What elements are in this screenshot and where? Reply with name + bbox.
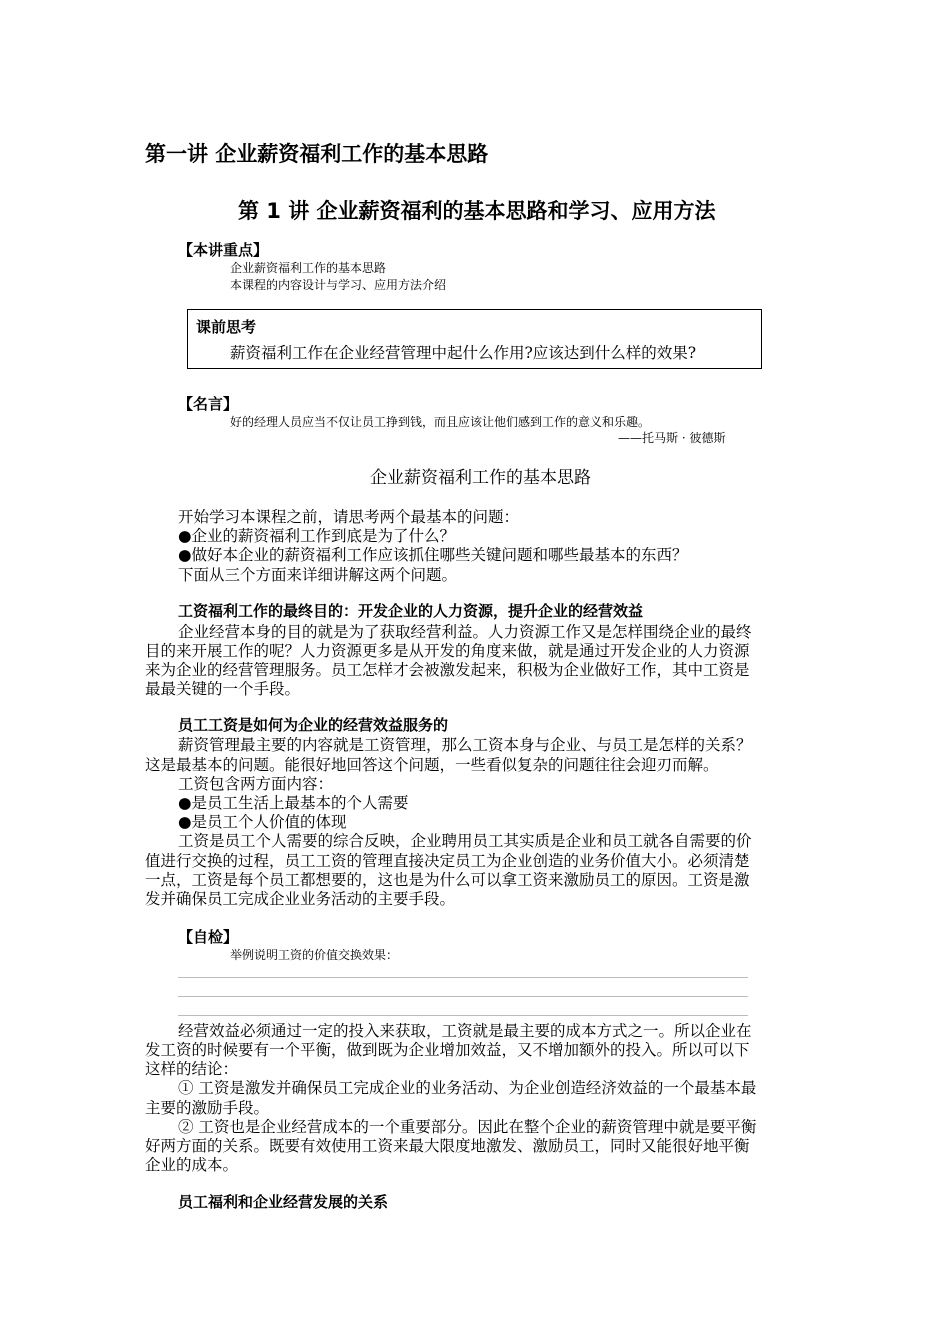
- self-check-label: 【自检】: [178, 928, 239, 946]
- part3-line: 经营效益必须通过一定的投入来获取，工资就是最主要的成本方式之一。所以企业在: [178, 1022, 752, 1040]
- part2-line: 这是最基本的问题。能很好地回答这个问题，一些看似复杂的问题往往会迎刃而解。: [145, 756, 719, 774]
- part2-line: 一点，工资是每个员工都想要的，这也是为什么可以拿工资来激励员工的原因。工资是激: [145, 871, 750, 889]
- part1-line: 目的来开展工作的呢？人力资源更多是从开发的角度来做，就是通过开发企业的人力资源: [145, 642, 750, 660]
- part2-line: 薪资管理最主要的内容就是工资管理，那么工资本身与企业、与员工是怎样的关系？: [178, 736, 752, 754]
- self-check-prompt: 举例说明工资的价值交换效果：: [230, 948, 399, 962]
- quote-text: 好的经理人员应当不仅让员工挣到钱，而且应该让他们感到工作的意义和乐趣。: [230, 415, 651, 429]
- part3-line: 这样的结论：: [145, 1060, 239, 1078]
- intro-line: ●企业的薪资福利工作到底是为了什么？: [178, 527, 456, 545]
- part3-line: 主要的激励手段。: [145, 1099, 270, 1117]
- part2-line: 发并确保员工完成企业业务活动的主要手段。: [145, 890, 456, 908]
- quote-label: 【名言】: [178, 395, 239, 413]
- lecture-title: 第 1 讲 企业薪资福利的基本思路和学习、应用方法: [238, 199, 716, 223]
- part2-line: 工资包含两方面内容：: [178, 775, 334, 793]
- part2-heading: 员工工资是如何为企业的经营效益服务的: [178, 716, 449, 734]
- intro-line: 下面从三个方面来详细讲解这两个问题。: [178, 566, 458, 584]
- pre-think-question: 薪资福利工作在企业经营管理中起什么作用?应该达到什么样的效果?: [230, 344, 697, 362]
- part3-line: 企业的成本。: [145, 1156, 239, 1174]
- key-point-item: 企业薪资福利工作的基本思路: [230, 261, 387, 275]
- part2-line: 值进行交换的过程，员工工资的管理直接决定员工为企业创造的业务价值大小。必须清楚: [145, 852, 750, 870]
- part1-line: 企业经营本身的目的就是为了获取经营利益。人力资源工作又是怎样围绕企业的最终: [178, 623, 752, 641]
- key-point-item: 本课程的内容设计与学习、应用方法介绍: [230, 278, 447, 292]
- part2-line: 工资是员工个人需要的综合反映，企业聘用员工其实质是企业和员工就各自需要的价: [178, 832, 752, 850]
- answer-line[interactable]: [178, 996, 748, 997]
- part2-line: ●是员工个人价值的体现: [178, 813, 347, 831]
- section-title: 企业薪资福利工作的基本思路: [370, 468, 591, 488]
- answer-line[interactable]: [178, 977, 748, 978]
- part1-line: 来为企业的经营管理服务。员工怎样才会被激发起来，积极为企业做好工作，其中工资是: [145, 661, 750, 679]
- intro-line: ●做好本企业的薪资福利工作应该抓住哪些关键问题和哪些最基本的东西？: [178, 546, 688, 564]
- part3-line: 发工资的时候要有一个平衡，做到既为企业增加效益，又不增加额外的投入。所以可以下: [145, 1041, 750, 1059]
- part1-line: 最最关键的一个手段。: [145, 680, 301, 698]
- pre-think-label: 课前思考: [196, 318, 257, 336]
- part1-heading: 工资福利工作的最终目的：开发企业的人力资源，提升企业的经营效益: [178, 602, 644, 620]
- part3-line: ② 工资也是企业经营成本的一个重要部分。因此在整个企业的薪资管理中就是要平衡: [178, 1118, 757, 1136]
- part4-heading: 员工福利和企业经营发展的关系: [178, 1193, 389, 1211]
- intro-line: 开始学习本课程之前，请思考两个最基本的问题：: [178, 508, 520, 526]
- key-points-label: 【本讲重点】: [178, 241, 269, 259]
- answer-line[interactable]: [178, 1015, 748, 1016]
- part3-line: 好两方面的关系。既要有效使用工资来最大限度地激发、激励员工，同时又能很好地平衡: [145, 1137, 750, 1155]
- part2-line: ●是员工生活上最基本的个人需要: [178, 794, 409, 812]
- chapter-title: 第一讲 企业薪资福利工作的基本思路: [145, 142, 489, 166]
- quote-author: ——托马斯 · 彼德斯: [618, 431, 726, 445]
- part3-line: ① 工资是激发并确保员工完成企业的业务活动、为企业创造经济效益的一个最基本最: [178, 1079, 757, 1097]
